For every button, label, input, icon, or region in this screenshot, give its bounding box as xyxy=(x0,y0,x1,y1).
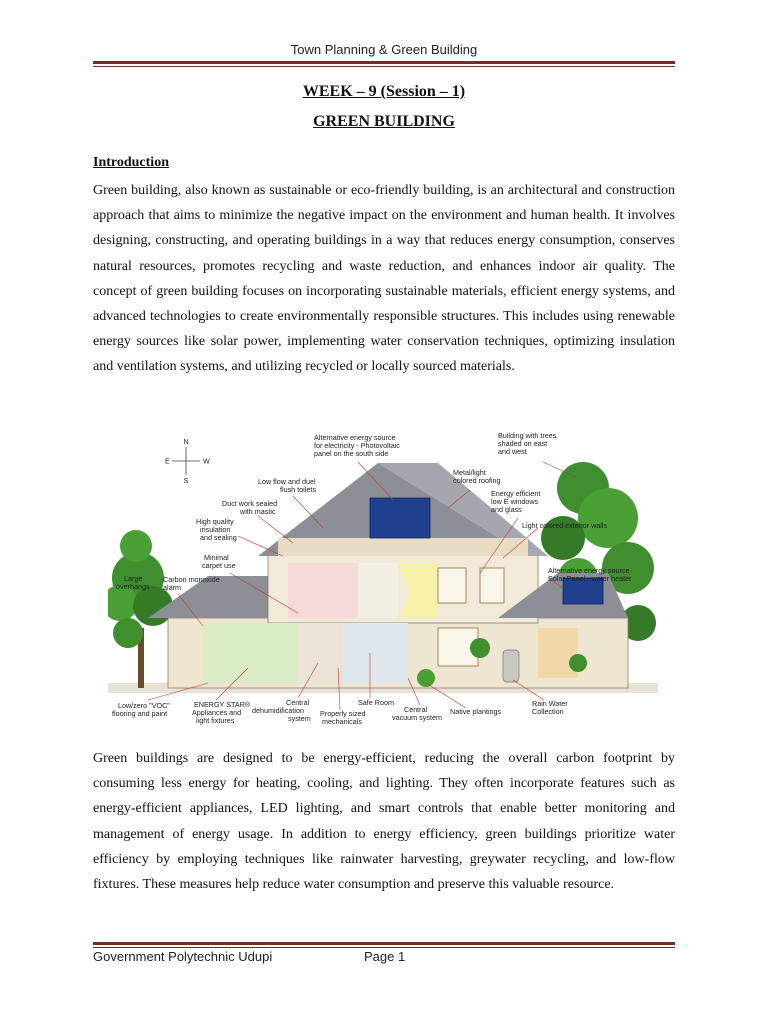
window-upper-left xyxy=(438,568,466,603)
svg-text:Native plantings: Native plantings xyxy=(450,707,502,716)
svg-text:Low flow and duelflush toilets: Low flow and duel flush toilets xyxy=(258,477,316,494)
svg-text:Alternative energy sourcefor e: Alternative energy source for electricity - Photovoltaic panel on the south side xyxy=(314,433,400,458)
utility-room xyxy=(298,623,343,683)
header-rule xyxy=(93,61,675,67)
pantry xyxy=(538,628,578,678)
svg-text:Metal/lightcolored roofing: Metal/light colored roofing xyxy=(453,468,501,485)
svg-text:Safe Room: Safe Room xyxy=(358,698,394,707)
svg-text:Centraldehumidificationsystem: Central dehumidification system xyxy=(252,698,311,723)
svg-text:Energy efficientlow E windowsa: Energy efficient low E windows and glass xyxy=(491,489,541,514)
green-building-illustration xyxy=(108,428,658,733)
footer-page-number: Page 1 xyxy=(364,949,406,964)
compass-w: W xyxy=(203,456,210,466)
window-upper-right xyxy=(480,568,504,603)
svg-text:Largeoverhangs: Large overhangs xyxy=(116,574,150,591)
svg-text:Building with treesshaded on e: Building with trees shaded on east and west xyxy=(498,431,557,456)
svg-text:Duct work sealedwith mastic: Duct work sealed with mastic xyxy=(222,499,278,516)
compass-s: S xyxy=(183,476,189,485)
compass-n: N xyxy=(183,437,189,446)
svg-text:Properly sizedmechanicals: Properly sized mechanicals xyxy=(320,709,366,726)
footer-rule xyxy=(93,942,675,948)
rain-barrel-icon xyxy=(503,650,519,682)
svg-text:Centralvacuum system: Central vacuum system xyxy=(392,705,442,722)
svg-text:ENERGY STAR®Appliances andligh: ENERGY STAR® Appliances and light fixtures xyxy=(192,700,251,725)
svg-text:Low/zero "VOC"flooring and pai: Low/zero "VOC" flooring and paint xyxy=(112,701,170,718)
svg-text:Light colored exterior walls: Light colored exterior walls xyxy=(522,521,608,530)
bedroom xyxy=(288,563,358,618)
svg-text:Rain WaterCollection: Rain Water Collection xyxy=(532,699,568,716)
running-header: Town Planning & Green Building xyxy=(290,42,478,57)
native-plant-icon xyxy=(417,669,435,687)
svg-text:Alternative energy sourceSolar: Alternative energy source Solar Panel - water heater xyxy=(548,566,632,583)
compass-icon xyxy=(165,437,210,485)
photovoltaic-panel xyxy=(370,498,430,538)
intro-heading: Introduction xyxy=(93,155,169,170)
compass-e: E xyxy=(165,456,170,466)
week-title: WEEK – 9 (Session – 1) xyxy=(302,83,466,100)
svg-text:Carbon monoxidealarm: Carbon monoxide alarm xyxy=(163,575,220,592)
intro-paragraph: Green building, also known as sustainable or eco-friendly building, is an architectural and construction approach that aims to minimize the negative impact on the environment and human health. It involves designing, constructing, and operating buildings in a way that reduces energy consumption, conserves natural resources, promotes recycling and waste reduction, and enhances indoor air quality. The concept of green building focuses on incorporating sustainable materials, efficient energy systems, and advanced technologies to create environmentally responsible structures. This includes using renewable energy sources like solar power, implementing water conservation techniques, optimizing insulation and ventilation systems, and utilizing recycled or locally sourced materials. xyxy=(93,183,675,375)
svg-text:High qualityinsulationand seal: High quality insulation and sealing xyxy=(196,517,237,542)
kitchen xyxy=(203,623,298,683)
energy-efficiency-paragraph: Green buildings are designed to be energy-efficient, reducing the overall carbon footprint by consuming less energy for heating, cooling, and lighting. They often incorporate features such as energy-efficient appliances, LED lighting, and smart controls that enable better monitoring and management of energy usage. In addition to energy efficiency, green buildings prioritize water efficiency by employing techniques like rainwater harvesting, greywater recycling, and low-flow fixtures. These measures help reduce water consumption and preserve this valuable resource. xyxy=(93,751,675,893)
svg-text:Minimalcarpet use: Minimal carpet use xyxy=(202,553,236,570)
section-title: GREEN BUILDING xyxy=(313,113,455,130)
living-room xyxy=(343,623,408,683)
footer-institution: Government Polytechnic Udupi xyxy=(93,949,273,964)
house-diagram xyxy=(108,428,658,733)
